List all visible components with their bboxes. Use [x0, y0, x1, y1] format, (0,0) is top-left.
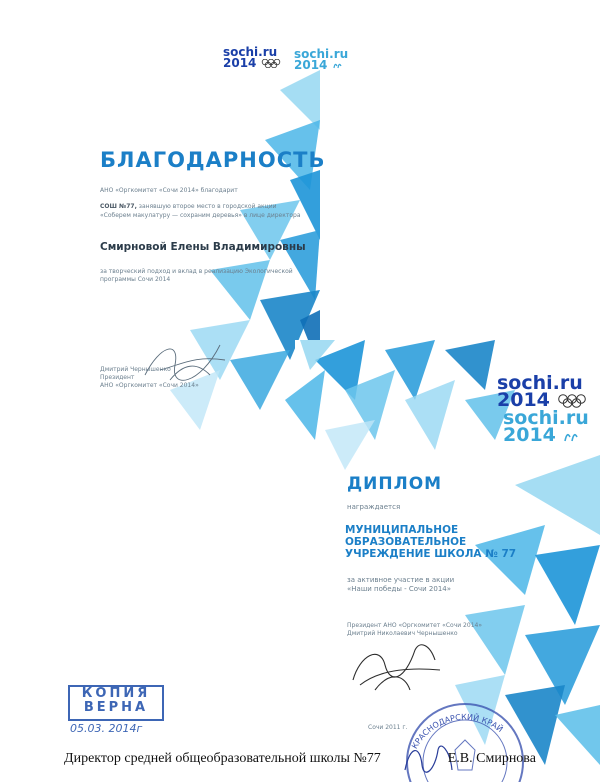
signer-role-1a: Президент	[100, 374, 135, 381]
footer-text: Директор средней общеобразовательной школы №77	[64, 751, 381, 766]
paralympic-agitos-icon	[563, 429, 581, 443]
olympic-rings-icon	[261, 59, 281, 68]
awarded-organization	[345, 524, 535, 560]
recipient-name: Смирновой Елены Владимировны	[100, 241, 306, 253]
diploma-place-date: Сочи 2011 г.	[368, 724, 408, 731]
signature-chernyshenko-2	[345, 635, 445, 695]
seal-text: КРАСНОДАРСКИЙ КРАЙ	[410, 712, 505, 751]
sochi-logo-paralympic	[503, 407, 589, 447]
org-line-1: МУНИЦИПАЛЬНОЕ	[345, 524, 459, 536]
diploma-title: ДИПЛОМ	[347, 474, 443, 494]
org-line-3: УЧРЕЖДЕНИЕ ШКОЛА № 77	[345, 548, 517, 560]
gratitude-line-3: «Соберем макулатуру — сохраним деревья» в лице директора	[100, 212, 301, 219]
logo-text-top: sochi.ru	[503, 407, 589, 429]
gratitude-line-2-rest: занявшую второе место в городской акции	[136, 203, 277, 210]
stamp-line-2: ВЕРНА	[83, 700, 149, 715]
sochi-logo-olympic	[497, 372, 587, 412]
footer-signatory: Е.В. Смирнова	[447, 751, 536, 766]
logo-text-top: sochi.ru	[497, 372, 583, 394]
sochi-logo-paralympic	[294, 49, 348, 71]
logo-text-top: sochi.ru	[223, 45, 278, 59]
copy-certified-stamp	[68, 685, 164, 721]
diploma-signer-name: Дмитрий Николаевич Чернышенко	[347, 630, 458, 637]
logo-text-bottom: 2014	[497, 389, 550, 412]
diploma-signer-role: Президент АНО «Оргкомитет «Сочи 2014»	[347, 622, 482, 629]
logo-text-bottom: 2014	[223, 55, 257, 70]
olympic-rings-icon	[557, 394, 587, 408]
signer-name-1: Дмитрий Чернышенко	[100, 366, 171, 373]
stamp-line-1: КОПИЯ	[81, 686, 151, 701]
sochi-logo-olympic	[223, 47, 281, 69]
paralympic-agitos-icon	[332, 61, 344, 70]
diploma-awarded-label: награждается	[347, 503, 401, 511]
logo-text-bottom: 2014	[294, 57, 328, 72]
signer-role-1b: АНО «Оргкомитет «Сочи 2014»	[100, 382, 199, 389]
gratitude-line-2	[100, 203, 277, 211]
footer-signature-line	[0, 751, 600, 767]
org-line-2: ОБРАЗОВАТЕЛЬНОЕ	[345, 536, 467, 548]
logo-text-bottom: 2014	[503, 424, 556, 447]
gratitude-title: БЛАГОДАРНОСТЬ	[100, 148, 326, 172]
triangle-pattern-graphic	[285, 340, 515, 470]
diploma-reason-1: за активное участие в акции	[347, 576, 455, 584]
gratitude-line-5: программы Сочи 2014	[100, 276, 171, 283]
school-name-bold: СОШ №77,	[100, 203, 137, 210]
gratitude-line-1: АНО «Оргкомитет «Сочи 2014» благодарит	[100, 187, 238, 194]
gratitude-line-4: за творческий подход и вклад в реализацию Экологической	[100, 268, 293, 275]
diploma-reason-2: «Наши победы - Сочи 2014»	[347, 585, 452, 593]
logo-text-top: sochi.ru	[294, 47, 349, 61]
stamp-date: 05.03. 2014г	[70, 722, 143, 735]
